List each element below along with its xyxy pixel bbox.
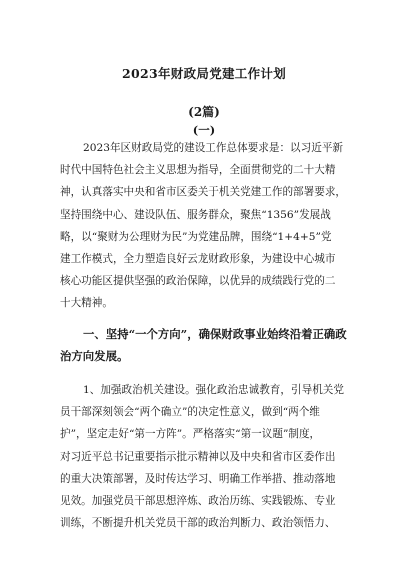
section-heading (60, 323, 350, 367)
text-line: 建工作模式，全力塑造良好云龙财政形象，为建设中心城市 (60, 252, 336, 265)
text-line: 对习近平总书记重要指示批示精神以及中央和省市区委作出 (60, 450, 336, 463)
section-number: (一) (192, 123, 216, 137)
heading-line: 治方向发展。 (60, 349, 129, 364)
text-line: 坚持围绕中心、建设队伍、服务群众，聚焦“1356”发展战 (60, 208, 331, 221)
text-line: 神，认真落实中央和省市区委关于机关党建工作的部署要求， (60, 186, 347, 199)
text-line: 核心功能区提供坚强的政治保障，以优异的成绩践行党的二 (60, 275, 336, 288)
text-line: 十大精神。 (60, 297, 113, 310)
heading-line: 一、坚持“一个方向”，确保财政事业始终沿着正确政 (83, 327, 347, 341)
text-line: 护”，坚定走好“第一方阵”。严格落实“第一议题”制度， (60, 428, 321, 441)
text-line: 2023年区财政局党的建设工作总体要求是：以习近平新 (83, 142, 344, 154)
text-line: 的重大决策部署，及时传达学习、明确工作举措、推动落地 (60, 472, 336, 485)
text-line: 1、加强政治机关建设。强化政治忠诚教育，引导机关党 (83, 384, 344, 396)
paragraph-item-1 (60, 379, 350, 534)
text-line: 见效。加强党员干部思想淬炼、政治历练、实践锻炼、专业 (60, 494, 336, 507)
paragraph-intro (60, 137, 350, 315)
document-title: 2023年财政局党建工作计划 (122, 66, 286, 81)
text-line: 训练，不断提升机关党员干部的政治判断力、政治领悟力、 (60, 517, 336, 530)
text-line: 员干部深刻领会“两个确立”的决定性意义，做到“两个维 (60, 406, 320, 419)
text-line: 略，以“聚财为公理财为民”为党建品牌，围绕“1+4+5”党 (60, 230, 332, 243)
document-subtitle: (2篇) (188, 105, 220, 119)
text-line: 时代中国特色社会主义思想为指导，全面贯彻党的二十大精 (60, 164, 336, 177)
